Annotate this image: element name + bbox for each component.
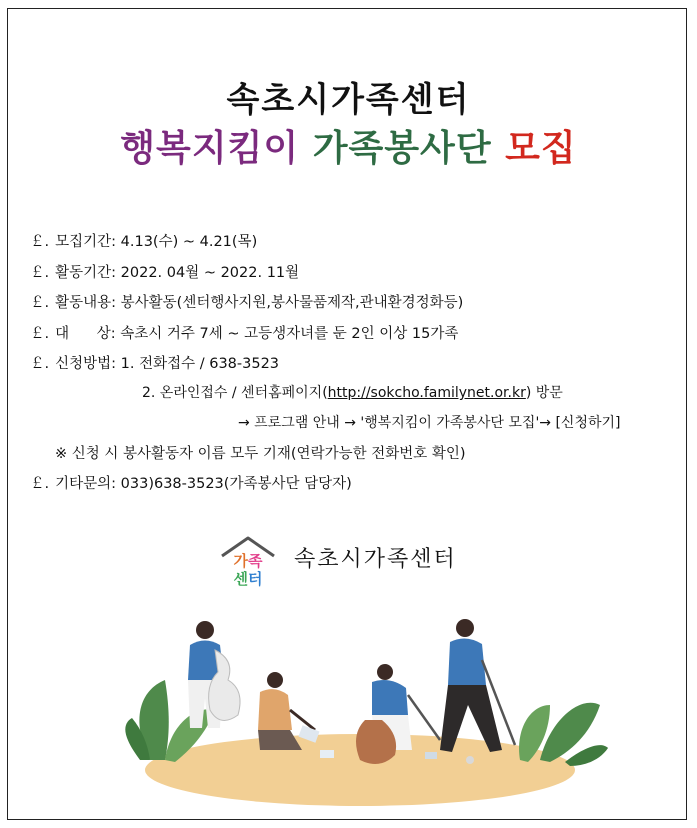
row-label: 신청방법: xyxy=(55,356,117,372)
info-row-recruit-period xyxy=(30,230,257,251)
logo-name: 속초시가족센터 xyxy=(294,547,457,572)
info-row-activity-content xyxy=(30,291,463,312)
bullet: ￡. xyxy=(30,356,50,372)
row-label: 기타문의: xyxy=(55,476,117,492)
page-subtitle xyxy=(0,120,697,171)
volunteer-cleanup-illustration xyxy=(110,610,610,810)
bullet: ￡. xyxy=(30,234,50,250)
row-value: 속초시 거주 7세 ~ 고등생자녀를 둔 2인 이상 15가족 xyxy=(120,326,459,342)
logo-mark-top: 가족 xyxy=(233,552,263,570)
bullet: ￡. xyxy=(30,295,50,311)
homepage-link[interactable]: http://sokcho.familynet.or.kr xyxy=(327,385,526,401)
apply-online-suffix: ) 방문 xyxy=(525,385,563,401)
row-value: 봉사활동(센터행사지원,봉사물품제작,관내환경정화등) xyxy=(120,295,464,311)
row-value: 033)638-3523(가족봉사단 담당자) xyxy=(120,476,352,492)
bullet: ￡. xyxy=(30,476,50,492)
info-row-target xyxy=(30,322,458,343)
info-row-contact xyxy=(30,472,352,493)
bullet: ￡. xyxy=(30,265,50,281)
page-title: 속초시가족센터 xyxy=(226,80,471,120)
logo-mark-bottom: 센터 xyxy=(233,570,263,588)
subtitle-part-2: 가족봉사단 xyxy=(312,128,492,169)
note-line: ※ 신청 시 봉사활동자 이름 모두 기재(연락가능한 전화번호 확인) xyxy=(55,446,466,462)
family-center-logo-icon xyxy=(218,534,278,590)
row-label: 모집기간: xyxy=(55,234,117,250)
subtitle-part-1: 행복지킴이 xyxy=(120,128,300,169)
row-value: 2022. 04월 ~ 2022. 11월 xyxy=(120,265,300,281)
bullet: ￡. xyxy=(30,326,50,342)
center-logo xyxy=(218,532,488,592)
apply-online-line xyxy=(142,382,563,402)
row-label: 활동기간: xyxy=(55,265,117,281)
row-value: 4.13(수) ~ 4.21(목) xyxy=(120,234,258,250)
row-value: 1. 전화접수 / 638-3523 xyxy=(120,356,280,372)
info-row-activity-period xyxy=(30,261,299,282)
apply-steps-line: → 프로그램 안내 → '행복지킴이 가족봉사단 모집'→ [신청하기] xyxy=(238,415,621,431)
row-label: 활동내용: xyxy=(55,295,117,311)
row-label: 대 상: xyxy=(55,326,116,342)
apply-online-prefix: 2. 온라인접수 / 센터홈페이지( xyxy=(142,385,328,401)
info-row-apply-method xyxy=(30,352,279,373)
subtitle-part-3: 모집 xyxy=(505,128,577,169)
